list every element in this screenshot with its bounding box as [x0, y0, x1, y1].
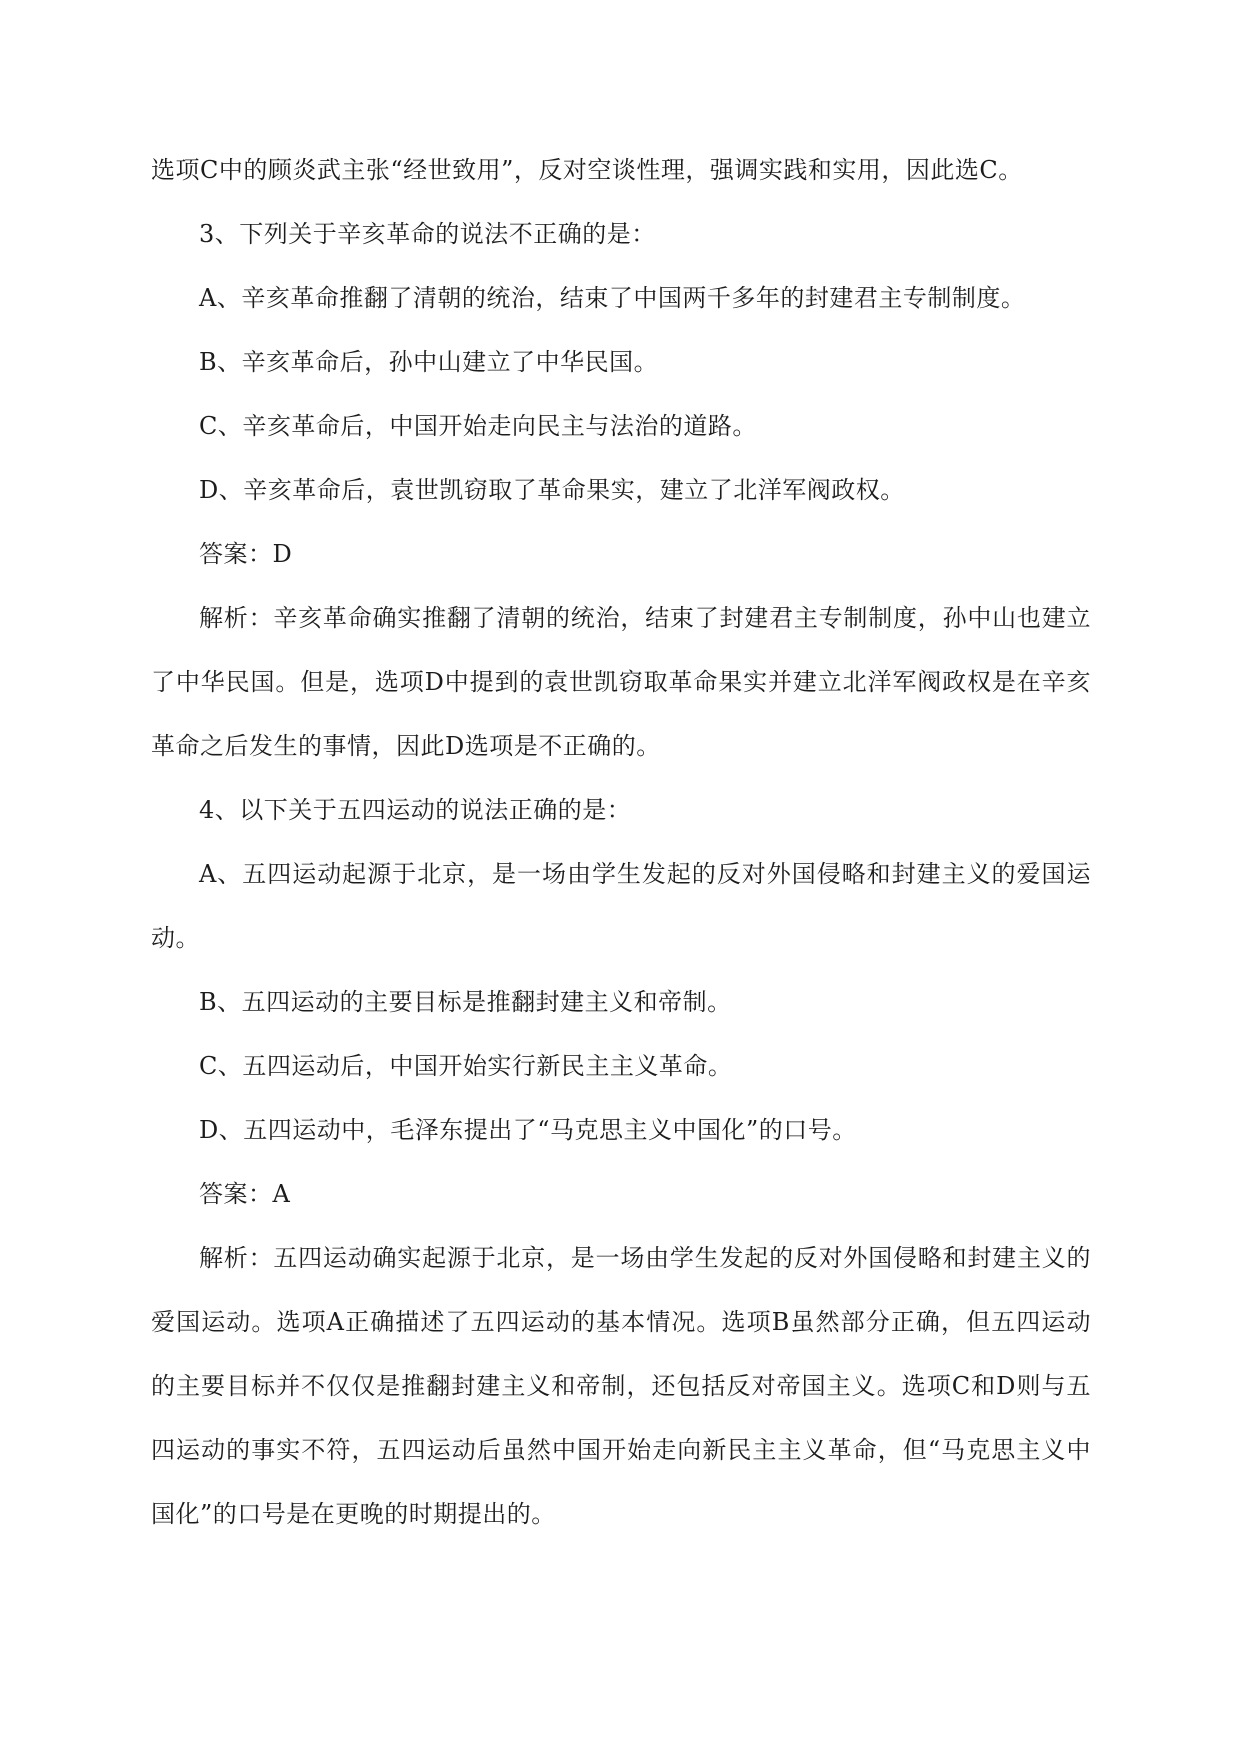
question-3-answer: 答案：D	[199, 540, 293, 568]
question-4-option-b: B、五四运动的主要目标是推翻封建主义和帝制。	[199, 988, 732, 1016]
question-3-option-d: D、辛亥革命后，袁世凯窃取了革命果实，建立了北洋军阀政权。	[199, 476, 905, 504]
question-3-option-b: B、辛亥革命后，孙中山建立了中华民国。	[199, 348, 659, 376]
question-4: 4、以下关于五四运动的说法正确的是：	[199, 796, 632, 824]
question-4-option-d: D、五四运动中，毛泽东提出了“马克思主义中国化”的口号。	[199, 1116, 857, 1144]
question-4-answer: 答案：A	[199, 1180, 291, 1208]
question-3-option-c: C、辛亥革命后，中国开始走向民主与法治的道路。	[199, 412, 757, 440]
question-4-option-a: A、五四运动起源于北京，是一场由学生发起的反对外国侵略和封建主义的爱国运动。	[151, 860, 1091, 952]
question-4-option-c: C、五四运动后，中国开始实行新民主主义革命。	[199, 1052, 733, 1080]
question-4-explanation: 解析：五四运动确实起源于北京，是一场由学生发起的反对外国侵略和封建主义的爱国运动。选项A正确描述了五四运动的基本情况。选项B虽然部分正确，但五四运动的主要目标并不仅仅是推翻封建主义和帝制，还包括反对帝国主义。选项C和D则与五四运动的事实不符，五四运动后虽然中国开始走向新民主主义革命，但“马克思主义中国化”的口号是在更晚的时期提出的。	[151, 1244, 1091, 1528]
question-3: 3、下列关于辛亥革命的说法不正确的是：	[199, 220, 656, 248]
document-page	[151, 138, 1091, 1546]
question-3-explanation: 解析：辛亥革命确实推翻了清朝的统治，结束了封建君主专制制度，孙中山也建立了中华民国。但是，选项D中提到的袁世凯窃取革命果实并建立北洋军阀政权是在辛亥革命之后发生的事情，因此D选项是不正确的。	[151, 604, 1091, 760]
question-3-option-a: A、辛亥革命推翻了清朝的统治，结束了中国两千多年的封建君主专制制度。	[199, 284, 1026, 312]
paragraph-continuation: 选项C中的顾炎武主张“经世致用”，反对空谈性理，强调实践和实用，因此选C。	[151, 156, 1023, 184]
